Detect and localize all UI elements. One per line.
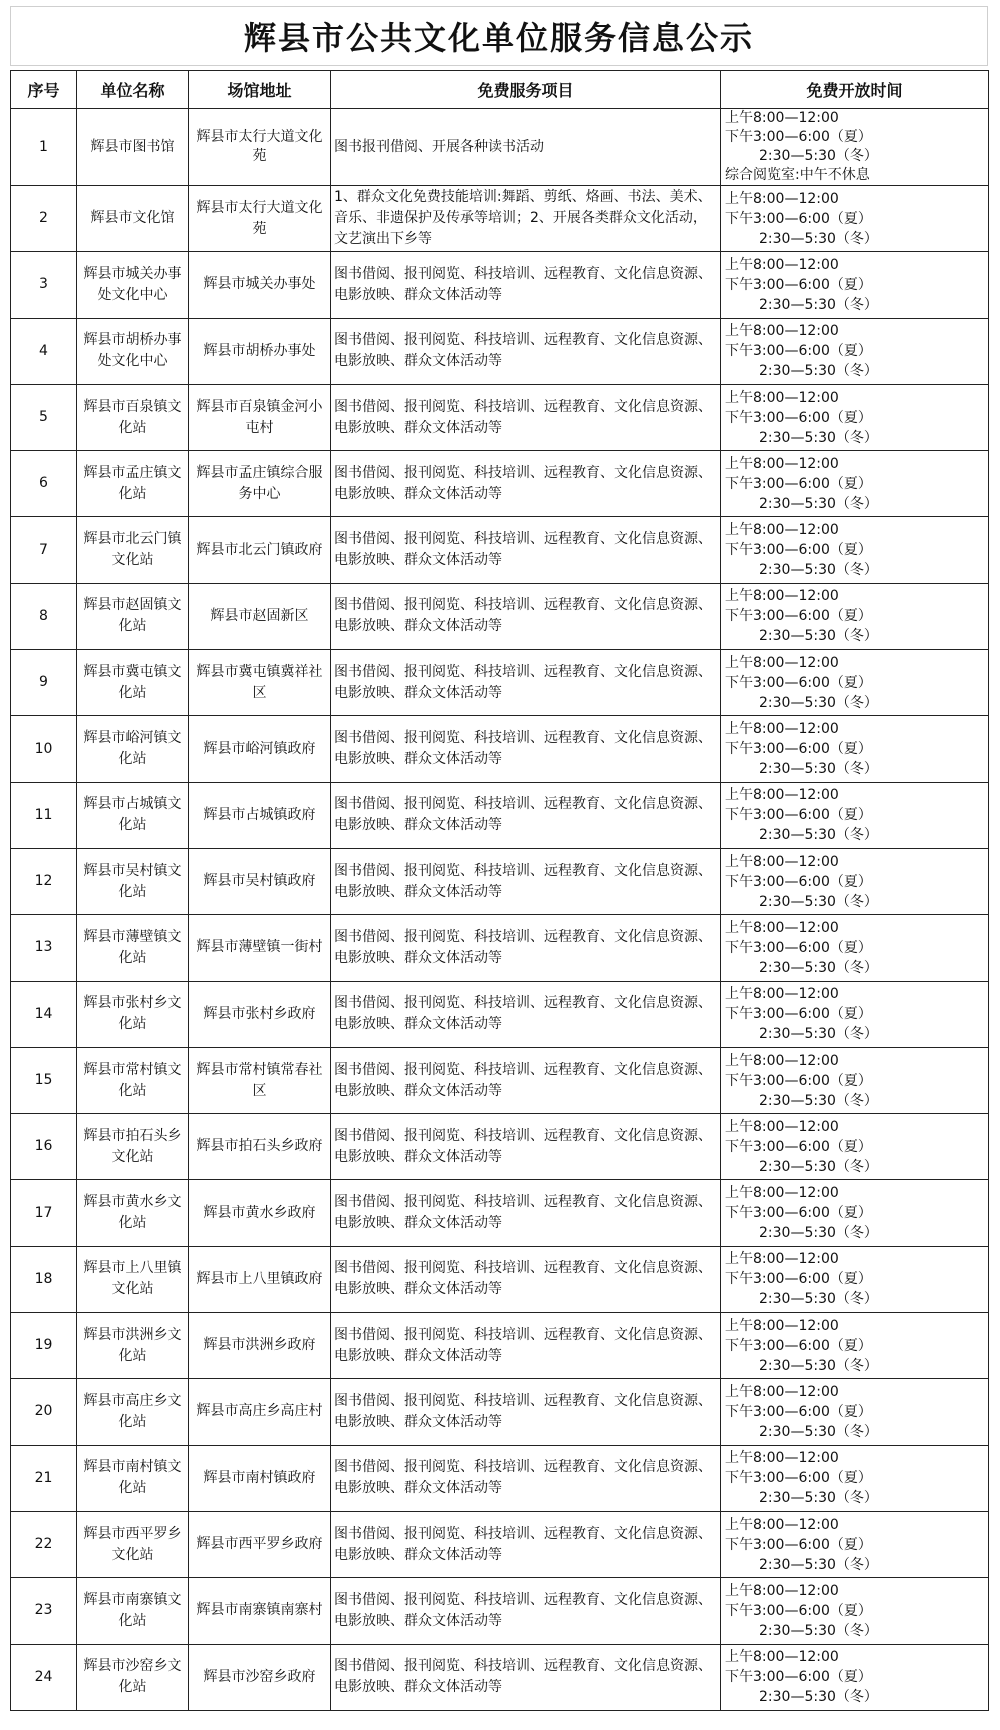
table-row — [11, 1644, 989, 1710]
free-services: 图书借阅、报刊阅览、科技培训、远程教育、文化信息资源、电影放映、群众文体活动等 — [331, 318, 721, 384]
open-hours — [721, 1114, 989, 1180]
row-index: 22 — [11, 1511, 77, 1577]
open-hours — [721, 1644, 989, 1710]
header-services: 免费服务项目 — [331, 71, 721, 109]
free-services: 图书借阅、报刊阅览、科技培训、远程教育、文化信息资源、电影放映、群众文体活动等 — [331, 716, 721, 782]
table-row — [11, 1379, 989, 1445]
venue-address: 辉县市峪河镇政府 — [189, 716, 331, 782]
open-hours-line: 2:30—5:30（冬） — [759, 694, 878, 711]
open-hours-line: 上午8:00—12:00 — [725, 1649, 839, 1666]
unit-name: 辉县市峪河镇文化站 — [77, 716, 189, 782]
row-index: 24 — [11, 1644, 77, 1710]
open-hours-line: 上午8:00—12:00 — [725, 455, 839, 472]
page-title: 辉县市公共文化单位服务信息公示 — [243, 19, 754, 57]
free-services: 图书借阅、报刊阅览、科技培训、远程教育、文化信息资源、电影放映、群众文体活动等 — [331, 1114, 721, 1180]
open-hours — [721, 517, 989, 583]
unit-name: 辉县市薄壁镇文化站 — [77, 915, 189, 981]
unit-name: 辉县市常村镇文化站 — [77, 1047, 189, 1113]
open-hours — [721, 848, 989, 914]
title-bar — [10, 6, 988, 66]
open-hours — [721, 1379, 989, 1445]
free-services: 图书借阅、报刊阅览、科技培训、远程教育、文化信息资源、电影放映、群众文体活动等 — [331, 981, 721, 1047]
venue-address: 辉县市西平罗乡政府 — [189, 1511, 331, 1577]
row-index: 9 — [11, 650, 77, 716]
row-index: 16 — [11, 1114, 77, 1180]
venue-address: 辉县市上八里镇政府 — [189, 1246, 331, 1312]
open-hours-line: 2:30—5:30（冬） — [759, 761, 878, 778]
table-row — [11, 517, 989, 583]
row-index: 5 — [11, 384, 77, 450]
open-hours-line: 下午3:00—6:00（夏） — [725, 1470, 872, 1487]
unit-name: 辉县市黄水乡文化站 — [77, 1180, 189, 1246]
row-index: 23 — [11, 1578, 77, 1644]
row-index: 20 — [11, 1379, 77, 1445]
unit-name: 辉县市孟庄镇文化站 — [77, 451, 189, 517]
unit-name: 辉县市冀屯镇文化站 — [77, 650, 189, 716]
open-hours-line: 2:30—5:30（冬） — [759, 1158, 878, 1175]
open-hours — [721, 384, 989, 450]
open-hours-line: 上午8:00—12:00 — [725, 110, 839, 126]
open-hours-line: 2:30—5:30（冬） — [759, 1556, 878, 1573]
open-hours — [721, 1246, 989, 1312]
table-row — [11, 451, 989, 517]
open-hours — [721, 318, 989, 384]
unit-name: 辉县市上八里镇文化站 — [77, 1246, 189, 1312]
open-hours-line: 2:30—5:30（冬） — [759, 495, 878, 512]
open-hours-line: 下午3:00—6:00（夏） — [725, 210, 872, 227]
open-hours-line: 上午8:00—12:00 — [725, 1185, 839, 1202]
table-header-row — [11, 71, 989, 109]
open-hours-line: 上午8:00—12:00 — [725, 190, 839, 207]
open-hours-line: 2:30—5:30（冬） — [759, 1026, 878, 1043]
open-hours — [721, 981, 989, 1047]
venue-address: 辉县市南寨镇南寨村 — [189, 1578, 331, 1644]
table-row — [11, 1511, 989, 1577]
free-services: 图书借阅、报刊阅览、科技培训、远程教育、文化信息资源、电影放映、群众文体活动等 — [331, 1511, 721, 1577]
unit-name: 辉县市南寨镇文化站 — [77, 1578, 189, 1644]
venue-address: 辉县市吴村镇政府 — [189, 848, 331, 914]
row-index: 10 — [11, 716, 77, 782]
open-hours — [721, 1578, 989, 1644]
table-row — [11, 1313, 989, 1379]
open-hours — [721, 1047, 989, 1113]
open-hours-line: 上午8:00—12:00 — [725, 1450, 839, 1467]
table-row — [11, 981, 989, 1047]
open-hours-line: 2:30—5:30（冬） — [759, 363, 878, 380]
open-hours — [721, 1445, 989, 1511]
open-hours-line: 2:30—5:30（冬） — [759, 1423, 878, 1440]
unit-name: 辉县市赵固镇文化站 — [77, 583, 189, 649]
table-row — [11, 1246, 989, 1312]
table-row — [11, 1114, 989, 1180]
unit-name: 辉县市图书馆 — [77, 109, 189, 186]
table-body — [11, 109, 989, 1711]
venue-address: 辉县市沙窑乡政府 — [189, 1644, 331, 1710]
venue-address: 辉县市百泉镇金河小屯村 — [189, 384, 331, 450]
open-hours-line: 2:30—5:30（冬） — [759, 230, 878, 247]
table-row — [11, 782, 989, 848]
open-hours-line: 2:30—5:30（冬） — [759, 562, 878, 579]
row-index: 11 — [11, 782, 77, 848]
open-hours-line: 综合阅览室:中午不休息 — [725, 167, 870, 183]
open-hours-line: 下午3:00—6:00（夏） — [725, 542, 872, 559]
open-hours — [721, 583, 989, 649]
open-hours-line: 下午3:00—6:00（夏） — [725, 409, 872, 426]
info-table — [10, 70, 989, 1711]
venue-address: 辉县市太行大道文化苑 — [189, 186, 331, 252]
venue-address: 辉县市高庄乡高庄村 — [189, 1379, 331, 1445]
venue-address: 辉县市洪洲乡政府 — [189, 1313, 331, 1379]
open-hours-line: 2:30—5:30（冬） — [759, 628, 878, 645]
row-index: 8 — [11, 583, 77, 649]
open-hours-line: 上午8:00—12:00 — [725, 787, 839, 804]
venue-address: 辉县市城关办事处 — [189, 252, 331, 318]
open-hours — [721, 1313, 989, 1379]
open-hours-line: 下午3:00—6:00（夏） — [725, 475, 872, 492]
venue-address: 辉县市北云门镇政府 — [189, 517, 331, 583]
free-services: 图书借阅、报刊阅览、科技培训、远程教育、文化信息资源、电影放映、群众文体活动等 — [331, 915, 721, 981]
table-row — [11, 318, 989, 384]
open-hours-line: 2:30—5:30（冬） — [759, 1291, 878, 1308]
table-row — [11, 186, 989, 252]
free-services: 图书借阅、报刊阅览、科技培训、远程教育、文化信息资源、电影放映、群众文体活动等 — [331, 451, 721, 517]
free-services: 图书借阅、报刊阅览、科技培训、远程教育、文化信息资源、电影放映、群众文体活动等 — [331, 650, 721, 716]
venue-address: 辉县市薄壁镇一街村 — [189, 915, 331, 981]
row-index: 17 — [11, 1180, 77, 1246]
open-hours-line: 上午8:00—12:00 — [725, 323, 839, 340]
free-services: 图书报刊借阅、开展各种读书活动 — [331, 109, 721, 186]
free-services: 图书借阅、报刊阅览、科技培训、远程教育、文化信息资源、电影放映、群众文体活动等 — [331, 1644, 721, 1710]
table-row — [11, 1445, 989, 1511]
row-index: 19 — [11, 1313, 77, 1379]
open-hours — [721, 782, 989, 848]
open-hours-line: 下午3:00—6:00（夏） — [725, 1337, 872, 1354]
free-services: 图书借阅、报刊阅览、科技培训、远程教育、文化信息资源、电影放映、群众文体活动等 — [331, 1445, 721, 1511]
free-services: 1、群众文化免费技能培训:舞蹈、剪纸、烙画、书法、美术、音乐、非遗保护及传承等培训；2、开展各类群众文化活动，文艺演出下乡等 — [331, 186, 721, 252]
header-open-time: 免费开放时间 — [721, 71, 989, 109]
unit-name: 辉县市洪洲乡文化站 — [77, 1313, 189, 1379]
open-hours-line: 下午3:00—6:00（夏） — [725, 608, 872, 625]
open-hours — [721, 1180, 989, 1246]
open-hours-line: 下午3:00—6:00（夏） — [725, 129, 872, 145]
unit-name: 辉县市胡桥办事处文化中心 — [77, 318, 189, 384]
open-hours-line: 下午3:00—6:00（夏） — [725, 1072, 872, 1089]
unit-name: 辉县市拍石头乡文化站 — [77, 1114, 189, 1180]
open-hours-line: 上午8:00—12:00 — [725, 919, 839, 936]
open-hours-line: 上午8:00—12:00 — [725, 1118, 839, 1135]
open-hours-line: 2:30—5:30（冬） — [759, 893, 878, 910]
open-hours — [721, 109, 989, 186]
open-hours-line: 下午3:00—6:00（夏） — [725, 939, 872, 956]
unit-name: 辉县市张村乡文化站 — [77, 981, 189, 1047]
table-row — [11, 1047, 989, 1113]
row-index: 6 — [11, 451, 77, 517]
row-index: 2 — [11, 186, 77, 252]
open-hours-line: 下午3:00—6:00（夏） — [725, 807, 872, 824]
open-hours-line: 2:30—5:30（冬） — [759, 1225, 878, 1242]
free-services: 图书借阅、报刊阅览、科技培训、远程教育、文化信息资源、电影放映、群众文体活动等 — [331, 384, 721, 450]
row-index: 13 — [11, 915, 77, 981]
unit-name: 辉县市百泉镇文化站 — [77, 384, 189, 450]
open-hours-line: 上午8:00—12:00 — [725, 256, 839, 273]
venue-address: 辉县市黄水乡政府 — [189, 1180, 331, 1246]
free-services: 图书借阅、报刊阅览、科技培训、远程教育、文化信息资源、电影放映、群众文体活动等 — [331, 782, 721, 848]
open-hours — [721, 186, 989, 252]
free-services: 图书借阅、报刊阅览、科技培训、远程教育、文化信息资源、电影放映、群众文体活动等 — [331, 1246, 721, 1312]
row-index: 4 — [11, 318, 77, 384]
open-hours-line: 下午3:00—6:00（夏） — [725, 1669, 872, 1686]
open-hours-line: 下午3:00—6:00（夏） — [725, 1271, 872, 1288]
table-row — [11, 109, 989, 186]
open-hours-line: 下午3:00—6:00（夏） — [725, 1602, 872, 1619]
unit-name: 辉县市西平罗乡文化站 — [77, 1511, 189, 1577]
open-hours-line: 2:30—5:30（冬） — [759, 1689, 878, 1706]
row-index: 21 — [11, 1445, 77, 1511]
open-hours-line: 下午3:00—6:00（夏） — [725, 1138, 872, 1155]
free-services: 图书借阅、报刊阅览、科技培训、远程教育、文化信息资源、电影放映、群众文体活动等 — [331, 252, 721, 318]
open-hours-line: 上午8:00—12:00 — [725, 389, 839, 406]
unit-name: 辉县市北云门镇文化站 — [77, 517, 189, 583]
table-row — [11, 252, 989, 318]
open-hours-line: 上午8:00—12:00 — [725, 654, 839, 671]
open-hours-line: 上午8:00—12:00 — [725, 1582, 839, 1599]
open-hours-line: 下午3:00—6:00（夏） — [725, 276, 872, 293]
row-index: 3 — [11, 252, 77, 318]
open-hours-line: 上午8:00—12:00 — [725, 588, 839, 605]
unit-name: 辉县市吴村镇文化站 — [77, 848, 189, 914]
venue-address: 辉县市常村镇常春社区 — [189, 1047, 331, 1113]
header-index: 序号 — [11, 71, 77, 109]
unit-name: 辉县市城关办事处文化中心 — [77, 252, 189, 318]
row-index: 1 — [11, 109, 77, 186]
row-index: 12 — [11, 848, 77, 914]
table-row — [11, 915, 989, 981]
row-index: 14 — [11, 981, 77, 1047]
unit-name: 辉县市文化馆 — [77, 186, 189, 252]
unit-name: 辉县市沙窑乡文化站 — [77, 1644, 189, 1710]
open-hours-line: 下午3:00—6:00（夏） — [725, 1403, 872, 1420]
table-row — [11, 848, 989, 914]
row-index: 18 — [11, 1246, 77, 1312]
free-services: 图书借阅、报刊阅览、科技培训、远程教育、文化信息资源、电影放映、群众文体活动等 — [331, 1313, 721, 1379]
open-hours-line: 上午8:00—12:00 — [725, 522, 839, 539]
unit-name: 辉县市占城镇文化站 — [77, 782, 189, 848]
free-services: 图书借阅、报刊阅览、科技培训、远程教育、文化信息资源、电影放映、群众文体活动等 — [331, 1379, 721, 1445]
open-hours — [721, 252, 989, 318]
venue-address: 辉县市占城镇政府 — [189, 782, 331, 848]
open-hours-line: 下午3:00—6:00（夏） — [725, 1006, 872, 1023]
table-row — [11, 384, 989, 450]
venue-address: 辉县市赵固新区 — [189, 583, 331, 649]
open-hours-line: 上午8:00—12:00 — [725, 1317, 839, 1334]
venue-address: 辉县市南村镇政府 — [189, 1445, 331, 1511]
open-hours-line: 下午3:00—6:00（夏） — [725, 674, 872, 691]
free-services: 图书借阅、报刊阅览、科技培训、远程教育、文化信息资源、电影放映、群众文体活动等 — [331, 583, 721, 649]
open-hours — [721, 1511, 989, 1577]
table-row — [11, 650, 989, 716]
open-hours-line: 2:30—5:30（冬） — [759, 1357, 878, 1374]
free-services: 图书借阅、报刊阅览、科技培训、远程教育、文化信息资源、电影放映、群众文体活动等 — [331, 1047, 721, 1113]
open-hours-line: 2:30—5:30（冬） — [759, 296, 878, 313]
open-hours-line: 2:30—5:30（冬） — [759, 1092, 878, 1109]
open-hours-line: 下午3:00—6:00（夏） — [725, 1205, 872, 1222]
venue-address: 辉县市孟庄镇综合服务中心 — [189, 451, 331, 517]
open-hours-line: 下午3:00—6:00（夏） — [725, 1536, 872, 1553]
open-hours — [721, 451, 989, 517]
row-index: 7 — [11, 517, 77, 583]
venue-address: 辉县市拍石头乡政府 — [189, 1114, 331, 1180]
venue-address: 辉县市胡桥办事处 — [189, 318, 331, 384]
table-row — [11, 583, 989, 649]
open-hours-line: 2:30—5:30（冬） — [759, 827, 878, 844]
open-hours-line: 上午8:00—12:00 — [725, 1516, 839, 1533]
open-hours-line: 上午8:00—12:00 — [725, 721, 839, 738]
table-row — [11, 1180, 989, 1246]
open-hours-line: 上午8:00—12:00 — [725, 986, 839, 1003]
table-row — [11, 1578, 989, 1644]
open-hours — [721, 716, 989, 782]
open-hours — [721, 650, 989, 716]
open-hours-line: 上午8:00—12:00 — [725, 853, 839, 870]
open-hours-line: 2:30—5:30（冬） — [759, 1622, 878, 1639]
header-unit-name: 单位名称 — [77, 71, 189, 109]
free-services: 图书借阅、报刊阅览、科技培训、远程教育、文化信息资源、电影放映、群众文体活动等 — [331, 517, 721, 583]
open-hours-line: 上午8:00—12:00 — [725, 1383, 839, 1400]
free-services: 图书借阅、报刊阅览、科技培训、远程教育、文化信息资源、电影放映、群众文体活动等 — [331, 848, 721, 914]
open-hours-line: 2:30—5:30（冬） — [759, 959, 878, 976]
venue-address: 辉县市冀屯镇冀祥社区 — [189, 650, 331, 716]
open-hours-line: 2:30—5:30（冬） — [759, 1490, 878, 1507]
header-address: 场馆地址 — [189, 71, 331, 109]
open-hours-line: 上午8:00—12:00 — [725, 1052, 839, 1069]
unit-name: 辉县市南村镇文化站 — [77, 1445, 189, 1511]
row-index: 15 — [11, 1047, 77, 1113]
venue-address: 辉县市张村乡政府 — [189, 981, 331, 1047]
open-hours — [721, 915, 989, 981]
free-services: 图书借阅、报刊阅览、科技培训、远程教育、文化信息资源、电影放映、群众文体活动等 — [331, 1578, 721, 1644]
open-hours-line: 下午3:00—6:00（夏） — [725, 873, 872, 890]
venue-address: 辉县市太行大道文化苑 — [189, 109, 331, 186]
open-hours-line: 下午3:00—6:00（夏） — [725, 343, 872, 360]
open-hours-line: 下午3:00—6:00（夏） — [725, 741, 872, 758]
open-hours-line: 2:30—5:30（冬） — [759, 148, 878, 164]
open-hours-line: 上午8:00—12:00 — [725, 1251, 839, 1268]
unit-name: 辉县市高庄乡文化站 — [77, 1379, 189, 1445]
table-row — [11, 716, 989, 782]
open-hours-line: 2:30—5:30（冬） — [759, 429, 878, 446]
free-services: 图书借阅、报刊阅览、科技培训、远程教育、文化信息资源、电影放映、群众文体活动等 — [331, 1180, 721, 1246]
